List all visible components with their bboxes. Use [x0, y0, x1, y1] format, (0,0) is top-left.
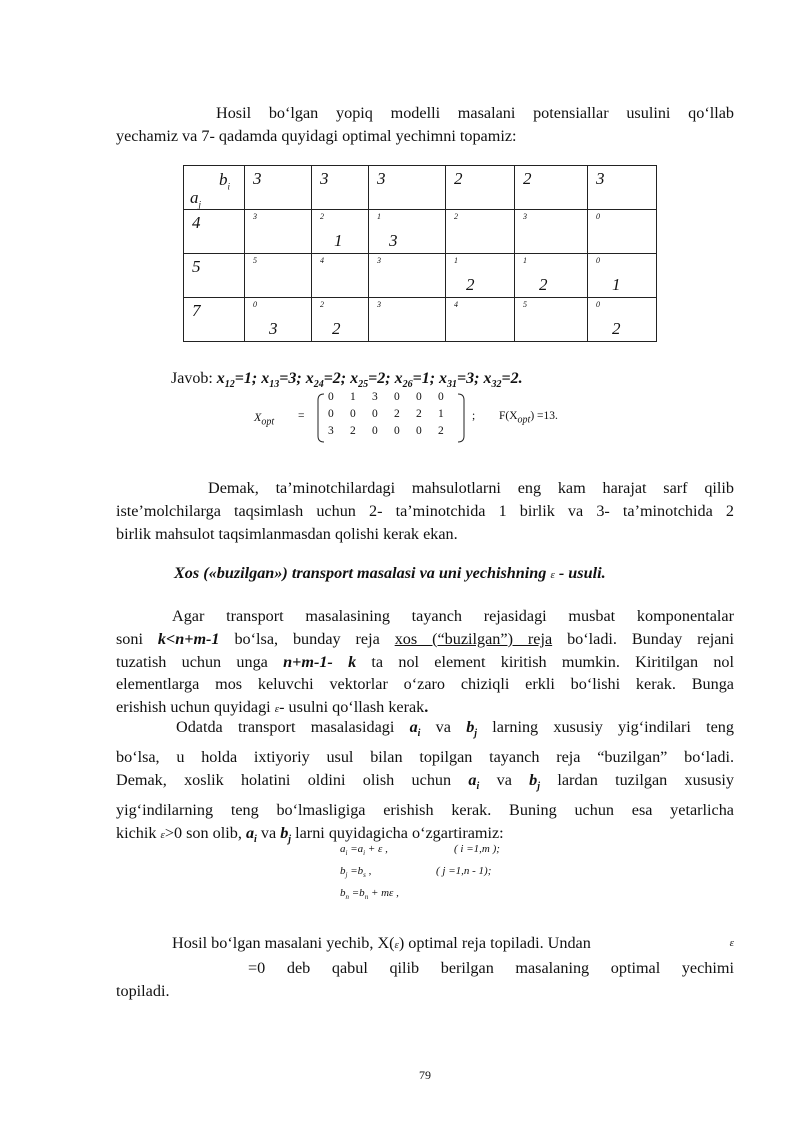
table-cell — [515, 254, 588, 298]
f-value: ) =13. — [530, 410, 558, 422]
epsilon-symbol: ε — [274, 703, 280, 716]
epsilon-symbol: ε — [729, 937, 734, 949]
demand-value: 2 — [523, 169, 532, 188]
corner-a-sub: j — [198, 199, 202, 210]
conclusion-paragraph — [116, 477, 734, 545]
allocation-value: 1 — [334, 231, 343, 250]
demand-value: 3 — [320, 169, 329, 188]
formula-block — [340, 843, 600, 909]
cost-value: 0 — [253, 300, 257, 309]
matrix-cell: 3 — [328, 425, 334, 437]
matrix-cell: 0 — [372, 425, 378, 437]
demand-cell — [369, 166, 446, 210]
demand-value: 2 — [454, 169, 463, 188]
table-cell — [245, 298, 312, 342]
allocation-value: 3 — [269, 319, 278, 338]
matrix-lhs-sub: opt — [261, 416, 275, 428]
transport-table — [183, 165, 657, 342]
matrix-cell: 0 — [394, 425, 400, 437]
final-line-1: Hosil bo‘lgan masalani yechib, X(ε) optimal reja topiladi. Undan ε — [116, 932, 734, 957]
corner-cell — [184, 166, 245, 210]
p2-line-1: Odatda transport masalasidagi $a_i$ va $b_j$ larning xususiy yig‘indilari teng — [176, 718, 734, 740]
left-bracket — [318, 394, 324, 442]
answer-item: $x_{32}=2$. — [483, 370, 523, 391]
cost-value: 1 — [377, 212, 381, 221]
table-cell — [312, 210, 369, 254]
demand-value: 3 — [253, 169, 262, 188]
cost-value: 1 — [523, 256, 527, 265]
p2-line-2: bo‘lsa, u holda ixtiyoriy usul bilan topilgan tayanch reja “buzilgan” bo‘ladi. — [116, 748, 734, 767]
formula-row: $b_j =b_s$ , ( j =1,n - 1); — [340, 865, 492, 880]
intro-line-2: yechamiz va 7- qadamda quyidagi optimal yechimni topamiz: — [116, 126, 517, 145]
table-cell — [245, 210, 312, 254]
corner-b-sub: i — [227, 181, 231, 192]
demand-value: 3 — [596, 169, 605, 188]
table-cell — [588, 254, 657, 298]
matrix-cell: 2 — [438, 425, 444, 437]
cost-value: 2 — [320, 300, 324, 309]
p1-line-5: erishish uchun quyidagi ε- usulni qo‘llash kerak. — [116, 698, 429, 717]
matrix-cell: 0 — [328, 391, 334, 403]
answer-item: $x_{24}=2$; — [305, 370, 351, 391]
matrix-tail: ; — [472, 410, 476, 422]
f-sub: opt — [517, 414, 531, 426]
table-row — [184, 298, 657, 342]
cost-value: 0 — [596, 212, 600, 221]
demand-cell — [515, 166, 588, 210]
matrix-cell: 0 — [394, 391, 400, 403]
epsilon-symbol: ε — [550, 569, 555, 581]
conclusion-line-1: Demak, ta’minotchilardagi mahsulotlarni eng kam harajat sarf qilib — [208, 479, 734, 497]
conclusion-line-3: birlik mahsulot taqsimlanmasdan qolishi kerak ekan. — [116, 524, 458, 543]
p2-line-5: kichik ε>0 son olib, $a_i$ va $b_j$ larni quyidagicha o‘zgartiramiz: — [116, 823, 504, 845]
optimal-matrix-block — [254, 390, 594, 444]
formula-condition: ( j =1,n - 1); — [436, 865, 492, 877]
table-cell — [515, 298, 588, 342]
p1-line-1: Agar transport masalasining tayanch rejasidagi musbat komponentalar — [172, 607, 734, 625]
cost-value: 3 — [253, 212, 257, 221]
table-cell — [588, 298, 657, 342]
matrix-row — [328, 391, 460, 408]
table-cell — [446, 298, 515, 342]
paragraph-1 — [116, 605, 734, 721]
corner-a: a — [190, 188, 199, 207]
p1-line-3: tuzatish uchun unga n+m-1- k ta nol element kiritish mumkin. Kiritilgan nol — [116, 652, 735, 671]
cost-value: 2 — [454, 212, 458, 221]
cost-value: 1 — [454, 256, 458, 265]
table-row — [184, 254, 657, 298]
formula-row: $b_n =b_n + m\varepsilon$ , — [340, 887, 399, 902]
supply-cell — [184, 298, 245, 342]
matrix-cell: 2 — [394, 408, 400, 420]
answer-line — [171, 370, 523, 390]
allocation-value: 3 — [389, 231, 398, 250]
matrix-cell: 1 — [438, 408, 444, 420]
matrix-cell: 0 — [438, 391, 444, 403]
allocation-value: 2 — [612, 319, 621, 338]
formula-condition: ( i =1,m ); — [454, 843, 500, 855]
demand-value: 3 — [377, 169, 386, 188]
table-header-row — [184, 166, 657, 210]
p1-line-2: soni k<n+m-1 bo‘lsa, bunday reja xos (“buzilgan”) reja bo‘ladi. Bunday rejani — [116, 629, 734, 648]
section-heading — [174, 564, 606, 583]
heading-text-before: Xos («buzilgan») transport masalasi va uni yechishning — [174, 564, 551, 582]
supply-value: 7 — [192, 301, 201, 320]
matrix-equals: = — [298, 410, 305, 422]
allocation-value: 2 — [539, 275, 548, 294]
table-cell — [312, 254, 369, 298]
allocation-value: 2 — [332, 319, 341, 338]
answer-item: $x_{13}=3$; — [261, 370, 306, 391]
table-cell — [446, 254, 515, 298]
corner-b: b — [219, 170, 228, 189]
page-number: 79 — [419, 1068, 431, 1082]
cost-value: 3 — [377, 256, 381, 265]
matrix-cell: 0 — [416, 425, 422, 437]
intro-paragraph — [116, 102, 734, 148]
supply-cell — [184, 210, 245, 254]
allocation-value: 2 — [466, 275, 475, 294]
formula-row: $a_i =a_i + \varepsilon$ , ( i =1,m ); — [340, 843, 500, 858]
demand-cell — [245, 166, 312, 210]
table-cell — [515, 210, 588, 254]
demand-cell — [588, 166, 657, 210]
table-cell — [588, 210, 657, 254]
table-cell — [446, 210, 515, 254]
cost-value: 2 — [320, 212, 324, 221]
matrix-cell: 0 — [328, 408, 334, 420]
degenerate-plan-term: xos (“buzilgan”) reja — [394, 629, 553, 648]
table-cell — [245, 254, 312, 298]
p2-line-4: yig‘indilarning teng bo‘lmasligiga erishish kerak. Buning uchun esa yetarlicha — [116, 800, 734, 819]
matrix-cell: 1 — [350, 391, 356, 403]
cost-value: 0 — [596, 300, 600, 309]
table-row — [184, 210, 657, 254]
matrix-cell: 0 — [350, 408, 356, 420]
paragraph-2 — [116, 716, 734, 852]
matrix-cell: 0 — [416, 391, 422, 403]
answer-items — [216, 370, 523, 391]
allocation-value: 1 — [612, 275, 621, 294]
epsilon-symbol: ε — [160, 828, 165, 841]
matrix-lhs: X — [254, 410, 262, 424]
final-line-3: topiladi. — [116, 981, 170, 1000]
cost-value: 4 — [320, 256, 324, 265]
cost-value: 3 — [523, 212, 527, 221]
epsilon-symbol: ε — [394, 939, 399, 951]
matrix-cell: 2 — [350, 425, 356, 437]
table-cell — [369, 254, 446, 298]
cost-value: 5 — [523, 300, 527, 309]
matrix-row — [328, 408, 460, 425]
matrix-cell: 2 — [416, 408, 422, 420]
table-cell — [312, 298, 369, 342]
final-paragraph — [116, 932, 734, 1002]
answer-item: $x_{12}=1$; — [216, 370, 262, 391]
supply-cell — [184, 254, 245, 298]
demand-cell — [446, 166, 515, 210]
expression-nm1k: n+m-1- k — [283, 652, 357, 671]
table-cell — [369, 298, 446, 342]
supply-value: 4 — [192, 213, 201, 232]
supply-value: 5 — [192, 257, 201, 276]
matrix-cell: 3 — [372, 391, 378, 403]
answer-label: Javob: — [171, 370, 217, 387]
answer-item: $x_{31}=3$; — [439, 370, 484, 391]
matrix-row — [328, 425, 460, 442]
conclusion-line-2: iste’molchilarga taqsimlash uchun 2- ta’minotchida 1 birlik va 3- ta’minotchida 2 — [116, 501, 734, 520]
inequality-k: k<n+m-1 — [157, 629, 220, 648]
f-label: F(X — [499, 410, 518, 422]
cost-value: 3 — [377, 300, 381, 309]
cost-value: 0 — [596, 256, 600, 265]
p1-line-4: elementlarga mos keluvchi vektorlar o‘zaro chiziqli erkli bo‘lishi kerak. Bunga — [116, 675, 734, 694]
cost-value: 5 — [253, 256, 257, 265]
matrix-cell: 0 — [372, 408, 378, 420]
matrix-grid — [328, 391, 460, 442]
answer-item: $x_{25}=2$; — [350, 370, 395, 391]
answer-item: $x_{26}=1$; — [394, 370, 440, 391]
table-cell — [369, 210, 446, 254]
intro-line-1: Hosil bo‘lgan yopiq modelli masalani potensiallar usulini qo‘llab — [216, 104, 734, 122]
cost-value: 4 — [454, 300, 458, 309]
demand-cell — [312, 166, 369, 210]
heading-text-after: - usuli. — [554, 564, 606, 582]
p2-line-3: Demak, xoslik holatini oldini olish uchun $a_i$ va $b_j$ lardan tuzilgan xususiy — [116, 770, 734, 793]
final-line-2: =0 deb qabul qilib berilgan masalaning optimal yechimi — [248, 958, 734, 977]
